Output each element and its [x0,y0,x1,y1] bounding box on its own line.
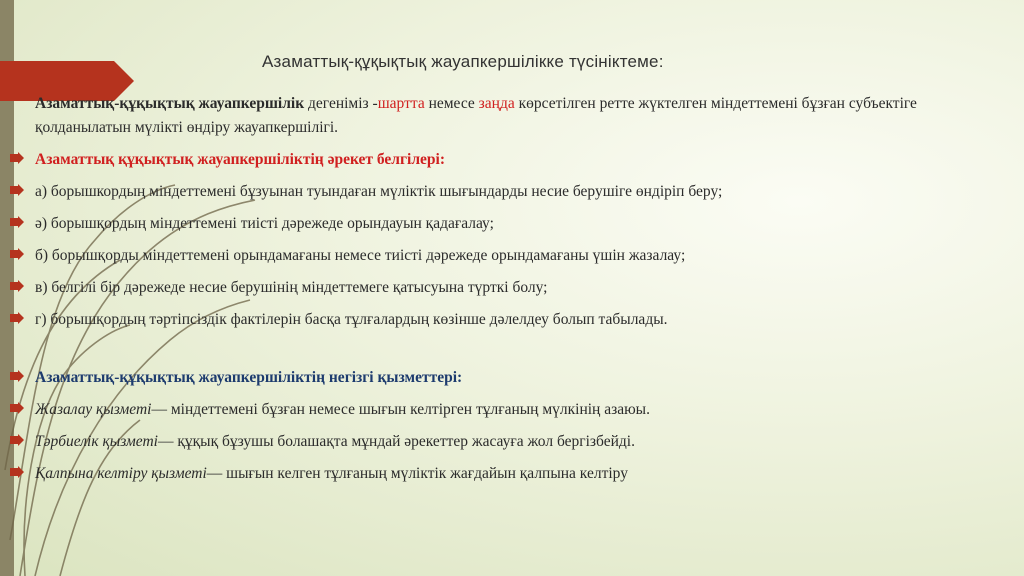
feature-text: г) борышқордың тәртіпсіздік фактілерін басқа тұлғалардың көзінше дәлелдеу болып табылады. [35,311,668,328]
arrow-bullet-icon [10,430,24,442]
slide-content [35,92,1005,486]
arrow-bullet-icon [10,398,24,410]
arrow-bullet-icon [10,308,24,320]
definition-paragraph [35,92,1005,140]
arrow-bullet-icon [10,462,24,474]
feature-item [35,212,1005,236]
function-name: Жазалау қызметі [35,401,152,418]
function-item [35,398,1005,422]
function-item [35,462,1005,486]
arrow-bullet-icon [10,244,24,256]
slide-title: Азаматтық-құқықтық жауапкершілікке түсініктеме: [262,52,664,71]
definition-text-1: дегеніміз - [304,95,378,112]
arrow-bullet-icon [10,148,24,160]
function-text: — шығын келген тұлғаның мүліктік жағдайын қалпына келтіру [206,465,628,482]
features-heading: Азаматтық құқықтық жауапкершіліктің әрекет белгілері: [35,151,446,168]
arrow-bullet-icon [10,276,24,288]
function-name: Тәрбиелік қызметі [35,433,158,450]
feature-item [35,276,1005,300]
function-name: Қалпына келтіру қызметі [35,465,207,482]
functions-heading: Азаматтық-құқықтық жауапкершіліктің негізгі қызметтері: [35,369,463,386]
definition-term: Азаматтық-құқықтық жауапкершілік [35,95,305,112]
feature-text: б) борышқорды міндеттемені орындамағаны немесе тиісті дәрежеде орындамағаны үшін жазалау; [35,247,686,264]
feature-item [35,180,1005,204]
arrow-bullet-icon [10,366,24,378]
feature-text: а) борышкордың міндеттемені бұзуынан туындаған мүліктік шығындарды несие берушіге өндіріп беру; [35,183,723,200]
function-item [35,430,1005,454]
feature-item [35,308,1005,332]
function-text: — міндеттемені бұзған немесе шығын келтірген тұлғаның мүлкінің азаюы. [151,401,650,418]
feature-item [35,244,1005,268]
definition-zanda: заңда [478,95,515,112]
feature-text: в) белгілі бір дәрежеде несие берушінің міндеттемеге қатысуына түрткі болу; [35,279,548,296]
arrow-bullet-icon [10,180,24,192]
definition-shartta: шартта [377,95,425,112]
definition-text-2: немесе [424,95,479,112]
definition-text-3: көрсетілген ретте жүктелген міндеттемені бұзған субъектіге қолданылатын мүлікті өндіру жауапкершілігі. [35,95,917,136]
feature-text: ә) борышқордың міндеттемені тиісті дәрежеде орындауын қадағалау; [35,215,494,232]
functions-heading-item [35,366,1005,390]
features-heading-item [35,148,1005,172]
arrow-bullet-icon [10,212,24,224]
function-text: — құқық бұзушы болашақта мұндай әрекеттер жасауға жол бергізбейді. [157,433,635,450]
